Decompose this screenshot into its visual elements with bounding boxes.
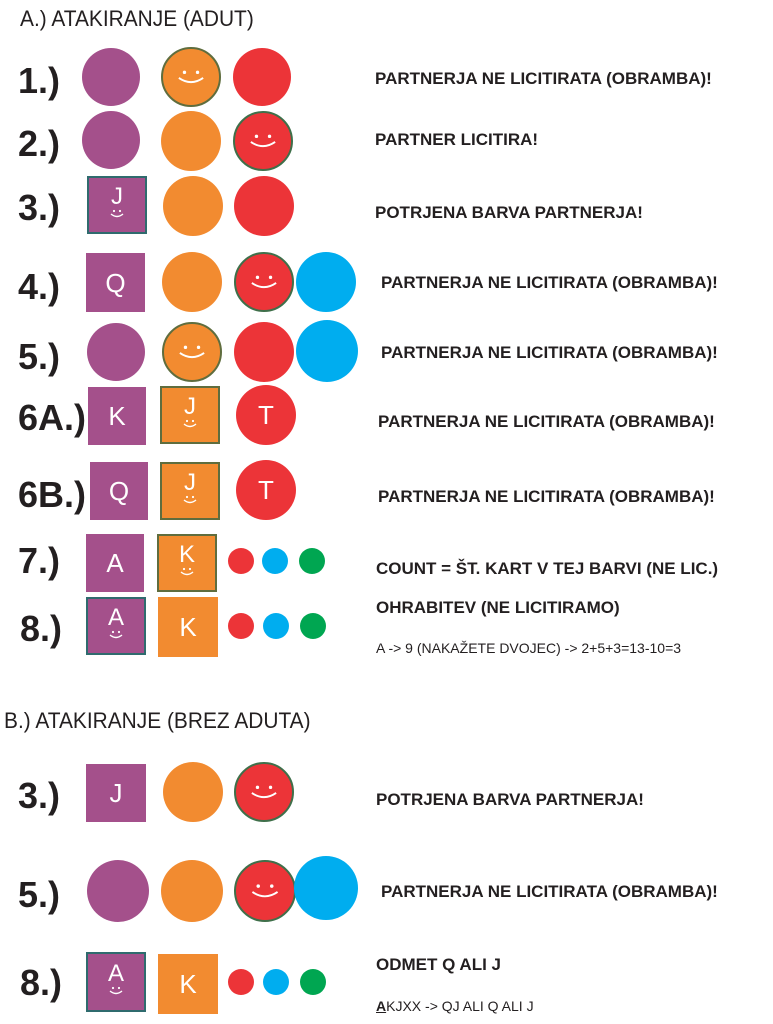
b-row-8-green-dot (300, 969, 326, 995)
card-letter: A (106, 548, 124, 578)
b-row-3-number: 3.) (18, 775, 61, 816)
row-5-red-circle (234, 322, 294, 382)
row-5-number: 5.) (18, 336, 61, 377)
smiley-icon (236, 762, 292, 822)
smile-icon (180, 419, 200, 429)
card-letter: Q (108, 476, 130, 506)
b-row-8-number: 8.) (20, 962, 63, 1003)
row-7-orange-card (157, 534, 217, 592)
row-7-green-dot (299, 548, 325, 574)
row-7-purple-card (86, 534, 144, 592)
row-6b-purple-card (90, 462, 148, 520)
row-6a-purple-card (88, 387, 146, 445)
row-8-blue-dot (263, 613, 289, 639)
row-8-orange-card (158, 597, 218, 657)
row-8-note: A -> 9 (NAKAŽETE DVOJEC) -> 2+5+3=13-10=3 (376, 640, 682, 656)
b-row-5-description: PARTNERJA NE LICITIRATA (OBRAMBA)! (381, 882, 718, 901)
row-6a-number: 6A.) (18, 397, 87, 438)
row-4-orange-circle (162, 252, 222, 312)
row-6b-description: PARTNERJA NE LICITIRATA (OBRAMBA)! (378, 487, 715, 506)
row-4-purple-card (86, 253, 145, 312)
row-6b-orange-card (160, 462, 220, 520)
b-row-8-purple-card (86, 952, 146, 1012)
row-6a-red-circle (236, 385, 296, 445)
card-letter: K (108, 401, 126, 431)
row-1-red-circle (233, 48, 291, 106)
row-5-description: PARTNERJA NE LICITIRATA (OBRAMBA)! (381, 343, 718, 362)
b-row-5-orange-circle (161, 860, 223, 922)
b-row-8-note-emphasis: A (376, 998, 387, 1014)
row-2-description: PARTNER LICITIRA! (375, 130, 539, 149)
b-row-3-red-smiley-circle (234, 762, 294, 822)
row-7-red-dot (228, 548, 254, 574)
b-row-3-purple-card (86, 764, 146, 822)
row-8-red-dot (228, 613, 254, 639)
row-4-description: PARTNERJA NE LICITIRATA (OBRAMBA)! (381, 273, 718, 292)
b-row-5-purple-circle (87, 860, 149, 922)
row-8-description: OHRABITEV (NE LICITIRAMO) (376, 598, 620, 617)
b-row-8-orange-card (158, 954, 218, 1014)
card-letter: K (179, 612, 197, 642)
row-2-orange-circle (161, 111, 221, 171)
b-row-5-number: 5.) (18, 874, 61, 915)
row-6b-number: 6B.) (18, 474, 87, 515)
smile-icon (180, 495, 200, 505)
row-8-green-dot (300, 613, 326, 639)
card-letter: J (184, 393, 196, 420)
row-6b-red-circle (236, 460, 296, 520)
smiley-icon (236, 860, 294, 922)
b-row-8-note-rest: KJXX -> QJ ALI Q ALI J (386, 998, 534, 1014)
row-4-number: 4.) (18, 266, 61, 307)
card-letter: K (179, 969, 197, 999)
section-b-title: B.) ATAKIRANJE (BREZ ADUTA) (4, 708, 311, 733)
card-letter: A (107, 604, 124, 631)
row-4-red-smiley-circle (234, 252, 294, 312)
card-letter: J (184, 469, 196, 496)
row-3-number: 3.) (18, 187, 61, 228)
row-6a-orange-card (160, 386, 220, 444)
card-letter: K (178, 541, 195, 568)
b-row-8-red-dot (228, 969, 254, 995)
row-7-number: 7.) (18, 540, 61, 581)
section-a-title: A.) ATAKIRANJE (ADUT) (20, 6, 254, 31)
row-5-orange-smiley-circle (162, 322, 222, 382)
smile-icon (177, 567, 197, 577)
card-letter: T (258, 475, 274, 505)
row-3-orange-circle (163, 176, 223, 236)
b-row-8-blue-dot (263, 969, 289, 995)
row-8-number: 8.) (20, 608, 63, 649)
row-4-blue-circle (296, 252, 356, 312)
row-3-red-circle (234, 176, 294, 236)
b-row-5-blue-circle (294, 856, 358, 920)
smiley-icon (164, 322, 220, 382)
row-2-red-smiley-circle (233, 111, 293, 171)
row-3-description: POTRJENA BARVA PARTNERJA! (375, 203, 643, 222)
smile-icon (107, 209, 127, 219)
b-row-8-description: ODMET Q ALI J (376, 955, 501, 974)
b-row-3-orange-circle (163, 762, 223, 822)
b-row-5-red-smiley-circle (234, 860, 296, 922)
row-7-blue-dot (262, 548, 288, 574)
b-row-3-description: POTRJENA BARVA PARTNERJA! (376, 790, 644, 809)
row-5-blue-circle (296, 320, 358, 382)
card-letter: J (111, 183, 123, 210)
row-1-description: PARTNERJA NE LICITIRATA (OBRAMBA)! (375, 69, 712, 88)
smiley-icon (163, 47, 219, 107)
smile-icon (106, 630, 126, 640)
row-8-purple-card (86, 597, 146, 655)
row-6a-description: PARTNERJA NE LICITIRATA (OBRAMBA)! (378, 412, 715, 431)
row-1-orange-smiley-circle (161, 47, 221, 107)
card-letter: J (109, 778, 123, 808)
smiley-icon (235, 111, 291, 171)
b-row-8-note (376, 998, 534, 1014)
row-3-purple-card (87, 176, 147, 234)
row-5-purple-circle (87, 323, 145, 381)
row-2-number: 2.) (18, 123, 61, 164)
row-1-number: 1.) (18, 60, 61, 101)
smiley-icon (236, 252, 292, 312)
card-letter: A (107, 960, 124, 987)
card-letter: Q (105, 267, 126, 298)
row-1-purple-circle (82, 48, 140, 106)
row-7-description: COUNT = ŠT. KART V TEJ BARVI (NE LIC.) (376, 559, 719, 578)
card-letter: T (258, 400, 274, 430)
row-2-purple-circle (82, 111, 140, 169)
smile-icon (106, 986, 126, 996)
